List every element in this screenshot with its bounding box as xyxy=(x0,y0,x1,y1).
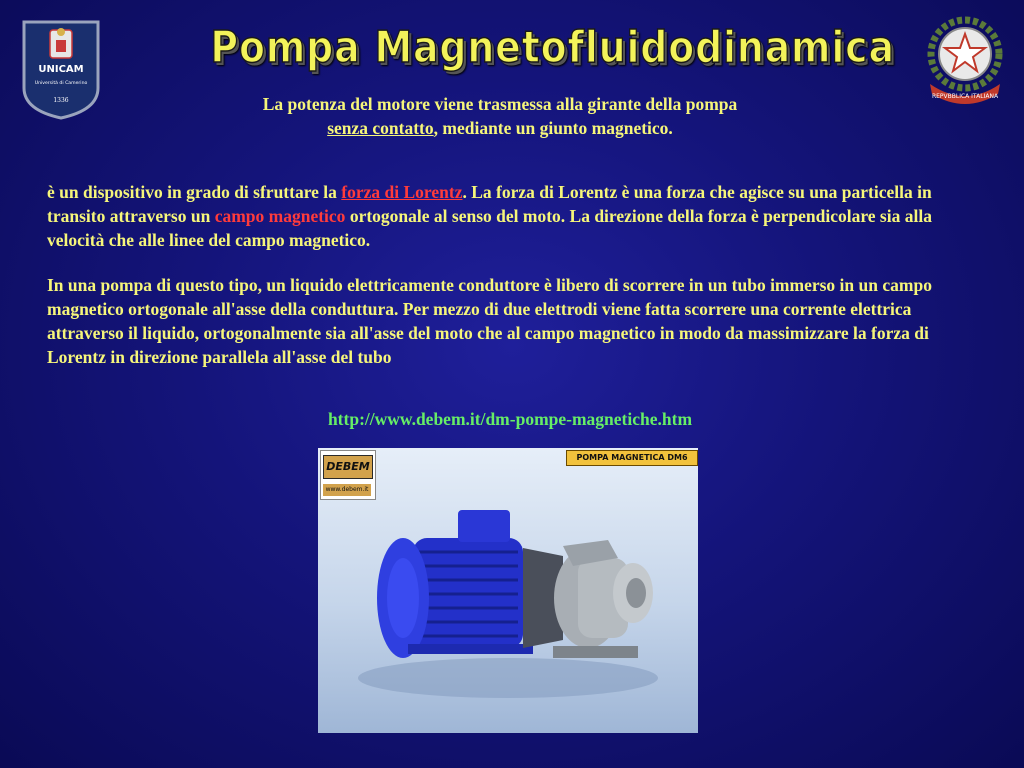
intro-part2: , mediante un giunto magnetico. xyxy=(433,118,673,138)
unicam-logo xyxy=(20,18,102,120)
lorentz-force-link[interactable]: forza di Lorentz xyxy=(341,182,463,202)
debem-logo xyxy=(320,450,376,500)
magnetic-field-highlight: campo magnetico xyxy=(214,206,346,226)
paragraph-pump-principle: In una pompa di questo tipo, un liquido elettricamente conduttore è libero di scorrere in un tubo immerso in un campo magnetico ortogonale all'asse della conduttura. Per mezzo di due elettrodi viene fatta scorrere una corrente elettrica attraverso il liquido, ortogonalmente sia all'asse del moto che al campo magnetico in modo da massimizzare la forza di Lorentz in direzione parallela all'asse del tubo xyxy=(47,275,932,367)
p1-text-3: ortogonale al senso del moto. La direzione della forza è perpendicolare sia alla velocità che alle linee del campo magnetico. xyxy=(47,206,932,250)
p1-text-2: . La forza di Lorentz è una forza che agisce su una particella in transito attraverso un xyxy=(47,182,932,226)
unicam-subtitle: Università di Camerino xyxy=(34,81,88,86)
debem-brand: DEBEM xyxy=(323,455,373,479)
unicam-name: UNICAM xyxy=(38,64,84,75)
source-url[interactable]: http://www.debem.it/dm-pompe-magnetiche.htm xyxy=(327,409,693,429)
page-title: Pompa Magnetofluidodinamica xyxy=(210,22,895,73)
emblem-ribbon-text: REPVBBLICA ITALIANA xyxy=(931,93,999,100)
intro-underlined: senza contatto xyxy=(327,118,434,138)
debem-site: www.debem.it xyxy=(323,484,371,496)
intro-text xyxy=(255,92,745,140)
repubblica-italiana-emblem xyxy=(920,10,1010,110)
p1-text-1: è un dispositivo in grado di sfruttare la xyxy=(47,182,342,202)
intro-part1: La potenza del motore viene trasmessa alla girante della pompa xyxy=(262,94,738,114)
pump-image xyxy=(318,448,698,733)
model-label: POMPA MAGNETICA DM6 xyxy=(566,450,698,466)
paragraph-lorentz xyxy=(47,180,992,252)
unicam-year: 1336 xyxy=(53,97,69,104)
